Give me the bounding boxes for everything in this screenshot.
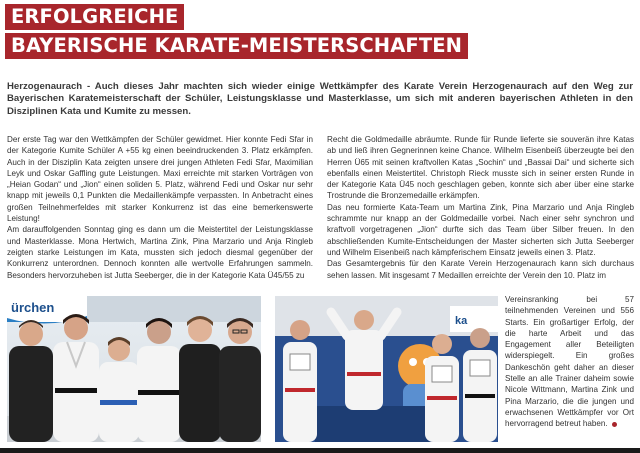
team-photo [7,296,261,442]
headline-line-2: BAYERISCHE KARATE-MEISTERSCHAFTEN [5,33,468,59]
athlete-figure [99,337,139,442]
banner-text: ka [455,315,468,327]
paragraph: Recht die Goldmedaille abräumte. Runde für Runde lieferte sie souverän ihre Katas ab und ließ ihren Gegnerinnen keine Chance. Wilhelm Eisenbeiß überzeugte bei den Herren Ü65 mit seinen kraftvollen Katas „Sochin“ und „Bassai Dai“ und sicherte sich ebenfalls einen Meistertitel. Christoph Rieck musste sich in seiner ersten Runde in der Kategorie Kata Ü45 noch geschlagen geben, konnte sich aber über eine starke Trostrunde die Bronzemedaille erkämpfen. [327,135,634,201]
athlete-figure [53,314,99,442]
podium-photo [275,296,498,442]
athlete-figure [179,316,221,442]
paragraph: Das neu formierte Kata-Team um Martina Zink, Pina Marzario und Anja Ringleb schrammte nur knapp an der Goldmedaille vorbei. Nach einer sehr synchron und kraftvoll vorgetragenen „Jion“ durfte sich das Team über Silber freuen. In den abschließenden Kumite-Entscheidungen der Master sicherten sich Jutta Seeberger und Wilhelm Eisenbeiß nach kämpferischem Einsatz jeweils einen 3. Platz. [327,202,634,257]
text-column-side [505,294,634,430]
podium [315,406,435,442]
paragraph-continuation: Vereinsranking bei 57 teilnehmenden Vereinen und 556 Starts. Ein großartiger Erfolg, der die harte Arbeit und das Engagement aller Beteiligten widerspiegelt. Ein großes Dankeschön geht daher an dieser Stelle an alle Trainer daheim sowie Nicole Wittmann, Martina Zink und Pina Marzario, die die jungen und erwachsenen Wettkämpfer vor Ort hervorragend betreut haben. [505,295,634,429]
paragraph: Am darauffolgenden Sonntag ging es dann um die Meistertitel der Leistungsklasse und Masterklasse. Mona Hertwich, Martina Zink, Pina Marzario und Anja Ringleb zeigten starke Leistungen im Kata, mussten sich jedoch diesmal gegenüber der Konkurrenz unterordnen. Dennoch konnten alle wertvolle Erfahrungen sammeln. Besonders hervorzuheben ist Jutta Seeberger, die in der Kategorie Kata Ü45/55 zu [7,225,313,280]
certificate [470,360,490,376]
page-bottom-rule [0,448,640,453]
lead-paragraph: Herzogenaurach - Auch dieses Jahr machten sich wieder einige Wettkämpfer des Karate Verein Herzogenaurach auf den Weg zur Bayerischen Karatemeisterschaft der Schüler, Leistungsklasse und Masterklasse, um sich mit anderen bayerischen Athleten in den Disziplinen Kata und Kumite zu messen. [7,81,633,117]
athlete-figure [219,318,261,442]
certificate [432,366,452,382]
athlete-figure [9,320,53,442]
athlete-figure [137,318,181,442]
paragraph: Der erste Tag war den Wettkämpfen der Schüler gewidmet. Hier konnte Fedi Sfar in der Kategorie Kumite Schüler A +55 kg einen beeindruckenden 3. Platz erkämpfen. Auch in der Disziplin Kata zeigten unsere drei jungen Athleten Fedi Sfar, Maximilian Leyk und Oskar Gaffling gute Leistungen. Maxi erreichte mit starken Vorträgen von „Heian Godan“ und „Jion“ einen soliden 5. Platz, während Fedi und Oskar nur sehr knapp mit jeweils 0,1 Punkten die Medaillenkämpfe verpassten. In Anbetracht eines großen Teilnehmerfeldes mit starker Konkurrenz ist das eine bemerkenswerte Leistung! [7,135,313,224]
text-column-right [327,134,634,281]
headline-line-1: ERFOLGREICHE [5,4,184,30]
team-photo-illustration [7,296,261,442]
certificate [290,354,310,370]
podium-photo-illustration [275,296,498,442]
banner-text: ürchen [11,300,55,315]
end-mark-icon [612,422,617,427]
text-column-left [7,134,313,281]
paragraph: Das Gesamtergebnis für den Karate Verein Herzogenaurach kann sich durchaus sehen lassen. Mit insgesamt 7 Medaillen erreichte der Verein den 10. Platz im [327,259,634,280]
